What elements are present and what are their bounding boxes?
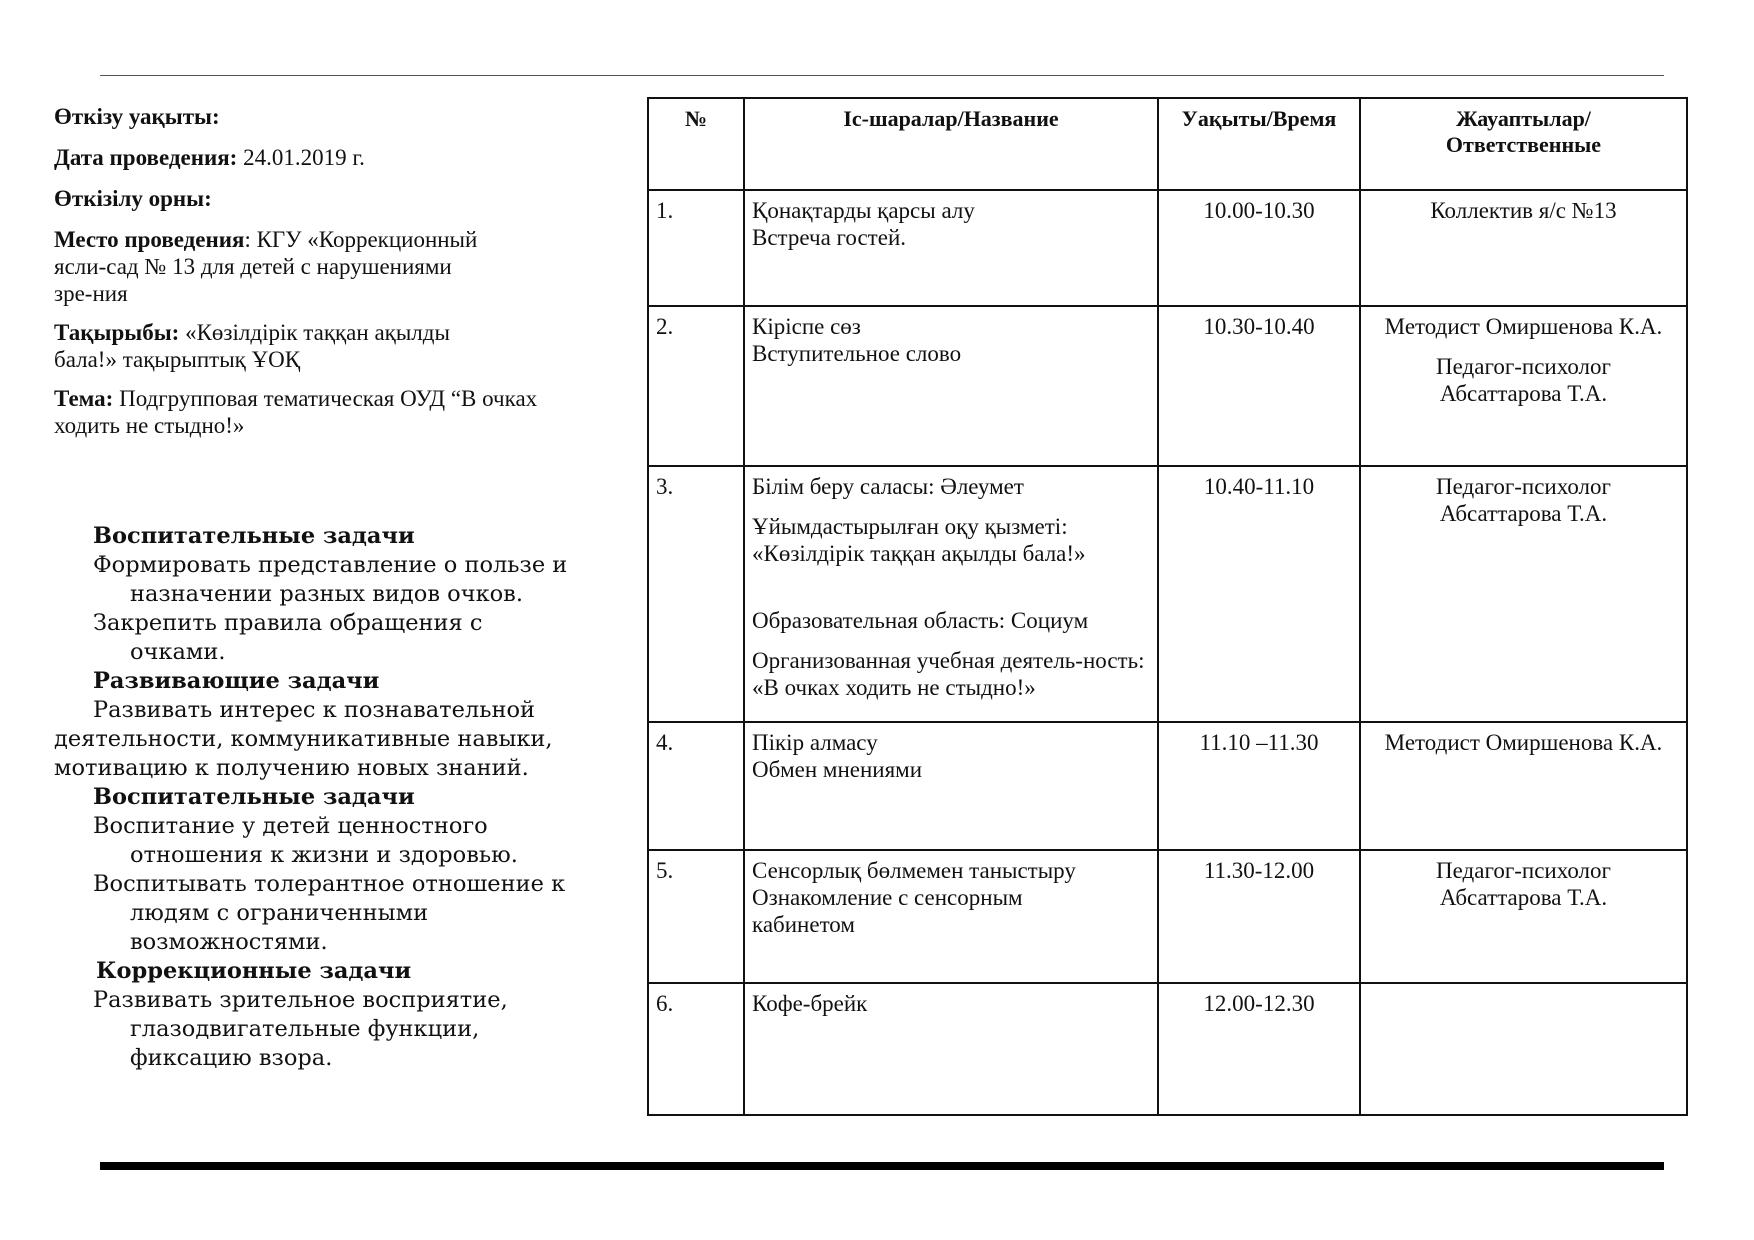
header-responsible-line: Ответственные	[1445, 132, 1602, 157]
row-name	[744, 983, 1158, 1115]
header-responsible-line: Жауаптылар/	[1456, 106, 1591, 131]
row-num: 4.	[648, 722, 744, 850]
task-item: Воспитание у детей ценностного отношения к жизни и здоровью.	[93, 813, 518, 868]
row-name-line: Кофе-брейк	[752, 991, 868, 1016]
row-time: 10.40-11.10	[1158, 466, 1360, 722]
row-responsible-line: Педагог-психолог Абсаттарова Т.А.	[1436, 858, 1611, 910]
row-name-line: Кіріспе сөз	[752, 314, 861, 339]
row-name-line: Білім беру саласы: Әлеумет	[752, 474, 1024, 499]
date-line	[54, 144, 564, 171]
header-time: Уақыты/Время	[1158, 98, 1360, 190]
row-name-line: Образовательная область: Социум	[752, 608, 1089, 633]
row-name	[744, 722, 1158, 850]
developing-tasks-text: Развивать интерес к познавательной деятельности, коммуникативные навыки, мотивацию к получению новых знаний.	[54, 697, 553, 781]
schedule-table	[647, 97, 1688, 1116]
table-row	[648, 722, 1687, 850]
place-kz-label: Өткізілу орны:	[54, 186, 212, 211]
table-row	[648, 466, 1687, 722]
row-name-line: Пікір алмасу	[752, 730, 878, 755]
row-name-line: Обмен мнениями	[752, 757, 923, 782]
row-name	[744, 190, 1158, 306]
place-kz-line	[54, 185, 564, 212]
table-row	[648, 306, 1687, 466]
time-kz-line	[54, 103, 564, 130]
table-header-row	[648, 98, 1687, 190]
row-time: 10.00-10.30	[1158, 190, 1360, 306]
place-label: Место проведения	[54, 227, 245, 252]
tasks-section	[54, 522, 574, 1073]
place-value: : КГУ «Коррекционный ясли-сад № 13 для детей с нарушениями зре-ния	[54, 227, 478, 306]
row-responsible	[1360, 306, 1687, 466]
row-num: 2.	[648, 306, 744, 466]
row-time: 11.30-12.00	[1158, 850, 1360, 983]
row-time: 11.10 –11.30	[1158, 722, 1360, 850]
place-line	[54, 226, 494, 307]
header-responsible	[1360, 98, 1687, 190]
row-responsible	[1360, 466, 1687, 722]
row-responsible	[1360, 850, 1687, 983]
header-name: Іс-шаралар/Название	[744, 98, 1158, 190]
row-time: 12.00-12.30	[1158, 983, 1360, 1115]
row-name	[744, 466, 1158, 722]
topic-kz-value: «Көзілдірік таққан ақылды бала!» тақырыптық ҰОҚ	[54, 320, 450, 372]
task-item: Формировать представление о пользе и назначении разных видов очков.	[93, 552, 568, 607]
row-responsible-line: Педагог-психолог Абсаттарова Т.А.	[1436, 474, 1611, 526]
row-name-line: Қонақтарды қарсы алу	[752, 198, 975, 223]
row-name-line: Ұйымдастырылған оқу қызметі: «Көзілдірік таққан ақылды бала!»	[752, 514, 1086, 566]
topic-label: Тема:	[54, 386, 114, 411]
row-responsible	[1360, 983, 1687, 1115]
row-responsible	[1360, 190, 1687, 306]
topic-value: Подгрупповая тематическая ОУД “В очках ходить не стыдно!»	[54, 386, 538, 438]
header-num: №	[648, 98, 744, 190]
task-item: Развивать зрительное восприятие, глазодвигательные функции, фиксацию взора.	[93, 987, 508, 1071]
row-time: 10.30-10.40	[1158, 306, 1360, 466]
row-name-line: Организованная учебная деятель-ность: «В очках ходить не стыдно!»	[752, 648, 1145, 700]
correctional-tasks-heading: Коррекционные задачи	[96, 958, 412, 984]
row-num: 3.	[648, 466, 744, 722]
row-name	[744, 306, 1158, 466]
row-name	[744, 850, 1158, 983]
task-item: Воспитывать толерантное отношение к людям с ограниченными возможностями.	[93, 871, 566, 955]
row-responsible-line: Методист Омиршенова К.А.	[1384, 314, 1663, 339]
row-num: 6.	[648, 983, 744, 1115]
event-info	[54, 103, 564, 453]
row-responsible-line: Методист Омиршенова К.А.	[1384, 730, 1663, 755]
topic-kz-line	[54, 319, 494, 373]
row-responsible	[1360, 722, 1687, 850]
row-responsible-line: Коллектив я/с №13	[1430, 198, 1617, 223]
row-name-line: Сенсорлық бөлмемен таныстыру	[752, 858, 1076, 883]
educational-tasks-heading: Воспитательные задачи	[93, 523, 415, 549]
table-row	[648, 983, 1687, 1115]
table-row	[648, 190, 1687, 306]
developing-tasks-heading: Развивающие задачи	[93, 668, 380, 694]
educational-tasks-heading: Воспитательные задачи	[93, 784, 415, 810]
task-item: Закрепить правила обращения с очками.	[93, 610, 483, 665]
topic-kz-label: Тақырыбы:	[54, 320, 180, 345]
top-rule	[100, 75, 1664, 76]
row-name-line: Ознакомление с сенсорным кабинетом	[752, 885, 1023, 937]
row-name-line: Встреча гостей.	[752, 225, 907, 250]
table-row	[648, 850, 1687, 983]
time-kz-label: Өткізу уақыты:	[54, 104, 220, 129]
topic-line	[54, 385, 554, 439]
row-num: 5.	[648, 850, 744, 983]
date-value: 24.01.2019 г.	[237, 145, 365, 170]
bottom-rule	[100, 1162, 1664, 1170]
row-name-line: Вступительное слово	[752, 341, 962, 366]
date-label: Дата проведения:	[54, 145, 238, 170]
row-num: 1.	[648, 190, 744, 306]
row-responsible-line: Педагог-психолог Абсаттарова Т.А.	[1436, 354, 1611, 406]
